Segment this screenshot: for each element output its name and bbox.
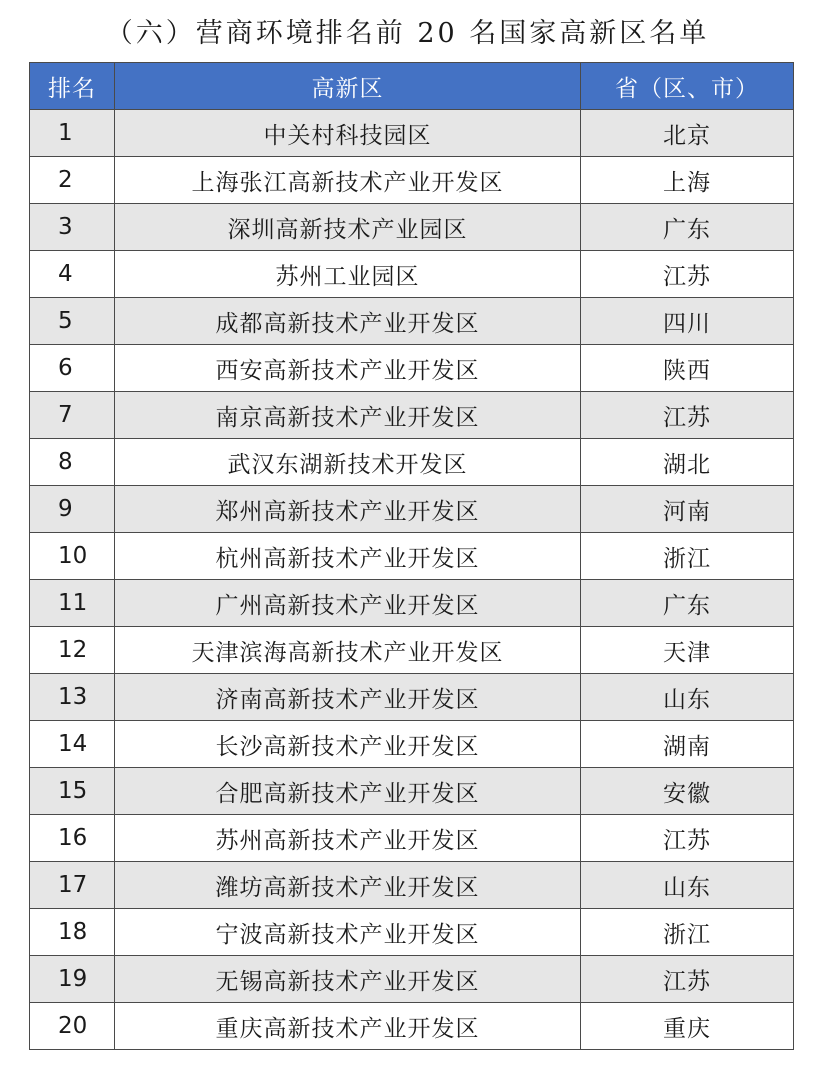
zone-cell: 无锡高新技术产业开发区 [115,956,581,1003]
zone-cell: 潍坊高新技术产业开发区 [115,862,581,909]
province-cell: 四川 [581,298,794,345]
province-cell: 北京 [581,110,794,157]
table-row [30,956,794,1003]
rank-cell: 4 [30,251,115,298]
zone-cell: 郑州高新技术产业开发区 [115,486,581,533]
table-row [30,204,794,251]
province-cell: 江苏 [581,815,794,862]
rank-cell: 1 [30,110,115,157]
province-cell: 重庆 [581,1003,794,1050]
zone-cell: 广州高新技术产业开发区 [115,580,581,627]
table-header [30,63,794,110]
rank-cell: 17 [30,862,115,909]
province-cell: 浙江 [581,533,794,580]
table-row [30,533,794,580]
province-cell: 山东 [581,862,794,909]
rank-cell: 20 [30,1003,115,1050]
province-cell: 上海 [581,157,794,204]
table-row [30,768,794,815]
table-row [30,1003,794,1050]
table-body [30,110,794,1050]
zone-cell: 上海张江高新技术产业开发区 [115,157,581,204]
table-row [30,439,794,486]
zone-cell: 西安高新技术产业开发区 [115,345,581,392]
table-row [30,345,794,392]
zone-cell: 宁波高新技术产业开发区 [115,909,581,956]
zone-cell: 重庆高新技术产业开发区 [115,1003,581,1050]
province-cell: 陕西 [581,345,794,392]
province-cell: 山东 [581,674,794,721]
province-cell: 浙江 [581,909,794,956]
table-row [30,815,794,862]
header-row [30,63,794,110]
zone-cell: 苏州工业园区 [115,251,581,298]
zone-cell: 长沙高新技术产业开发区 [115,721,581,768]
zone-cell: 南京高新技术产业开发区 [115,392,581,439]
rank-cell: 18 [30,909,115,956]
province-cell: 江苏 [581,392,794,439]
zone-cell: 深圳高新技术产业园区 [115,204,581,251]
ranking-table [29,62,794,1050]
rank-cell: 16 [30,815,115,862]
rank-cell: 2 [30,157,115,204]
rank-cell: 14 [30,721,115,768]
table-row [30,721,794,768]
rank-cell: 15 [30,768,115,815]
zone-cell: 杭州高新技术产业开发区 [115,533,581,580]
province-cell: 安徽 [581,768,794,815]
zone-cell: 中关村科技园区 [115,110,581,157]
rank-cell: 13 [30,674,115,721]
zone-cell: 苏州高新技术产业开发区 [115,815,581,862]
province-cell: 河南 [581,486,794,533]
header-zone: 高新区 [115,63,581,110]
table-row [30,157,794,204]
table-row [30,110,794,157]
table-row [30,486,794,533]
province-cell: 天津 [581,627,794,674]
table-row [30,627,794,674]
province-cell: 广东 [581,204,794,251]
province-cell: 江苏 [581,956,794,1003]
table-row [30,298,794,345]
table-row [30,909,794,956]
page-title: （六）营商环境排名前 20 名国家高新区名单 [105,18,710,49]
table-row [30,580,794,627]
rank-cell: 8 [30,439,115,486]
zone-cell: 武汉东湖新技术开发区 [115,439,581,486]
zone-cell: 济南高新技术产业开发区 [115,674,581,721]
zone-cell: 合肥高新技术产业开发区 [115,768,581,815]
rank-cell: 19 [30,956,115,1003]
province-cell: 湖北 [581,439,794,486]
rank-cell: 9 [30,486,115,533]
table-row [30,392,794,439]
rank-cell: 12 [30,627,115,674]
rank-cell: 7 [30,392,115,439]
rank-cell: 3 [30,204,115,251]
header-rank: 排名 [30,63,115,110]
rank-cell: 5 [30,298,115,345]
rank-cell: 11 [30,580,115,627]
rank-cell: 10 [30,533,115,580]
province-cell: 江苏 [581,251,794,298]
header-province: 省（区、市） [581,63,794,110]
table-row [30,674,794,721]
zone-cell: 天津滨海高新技术产业开发区 [115,627,581,674]
rank-cell: 6 [30,345,115,392]
zone-cell: 成都高新技术产业开发区 [115,298,581,345]
table-row [30,251,794,298]
province-cell: 广东 [581,580,794,627]
province-cell: 湖南 [581,721,794,768]
table-row [30,862,794,909]
